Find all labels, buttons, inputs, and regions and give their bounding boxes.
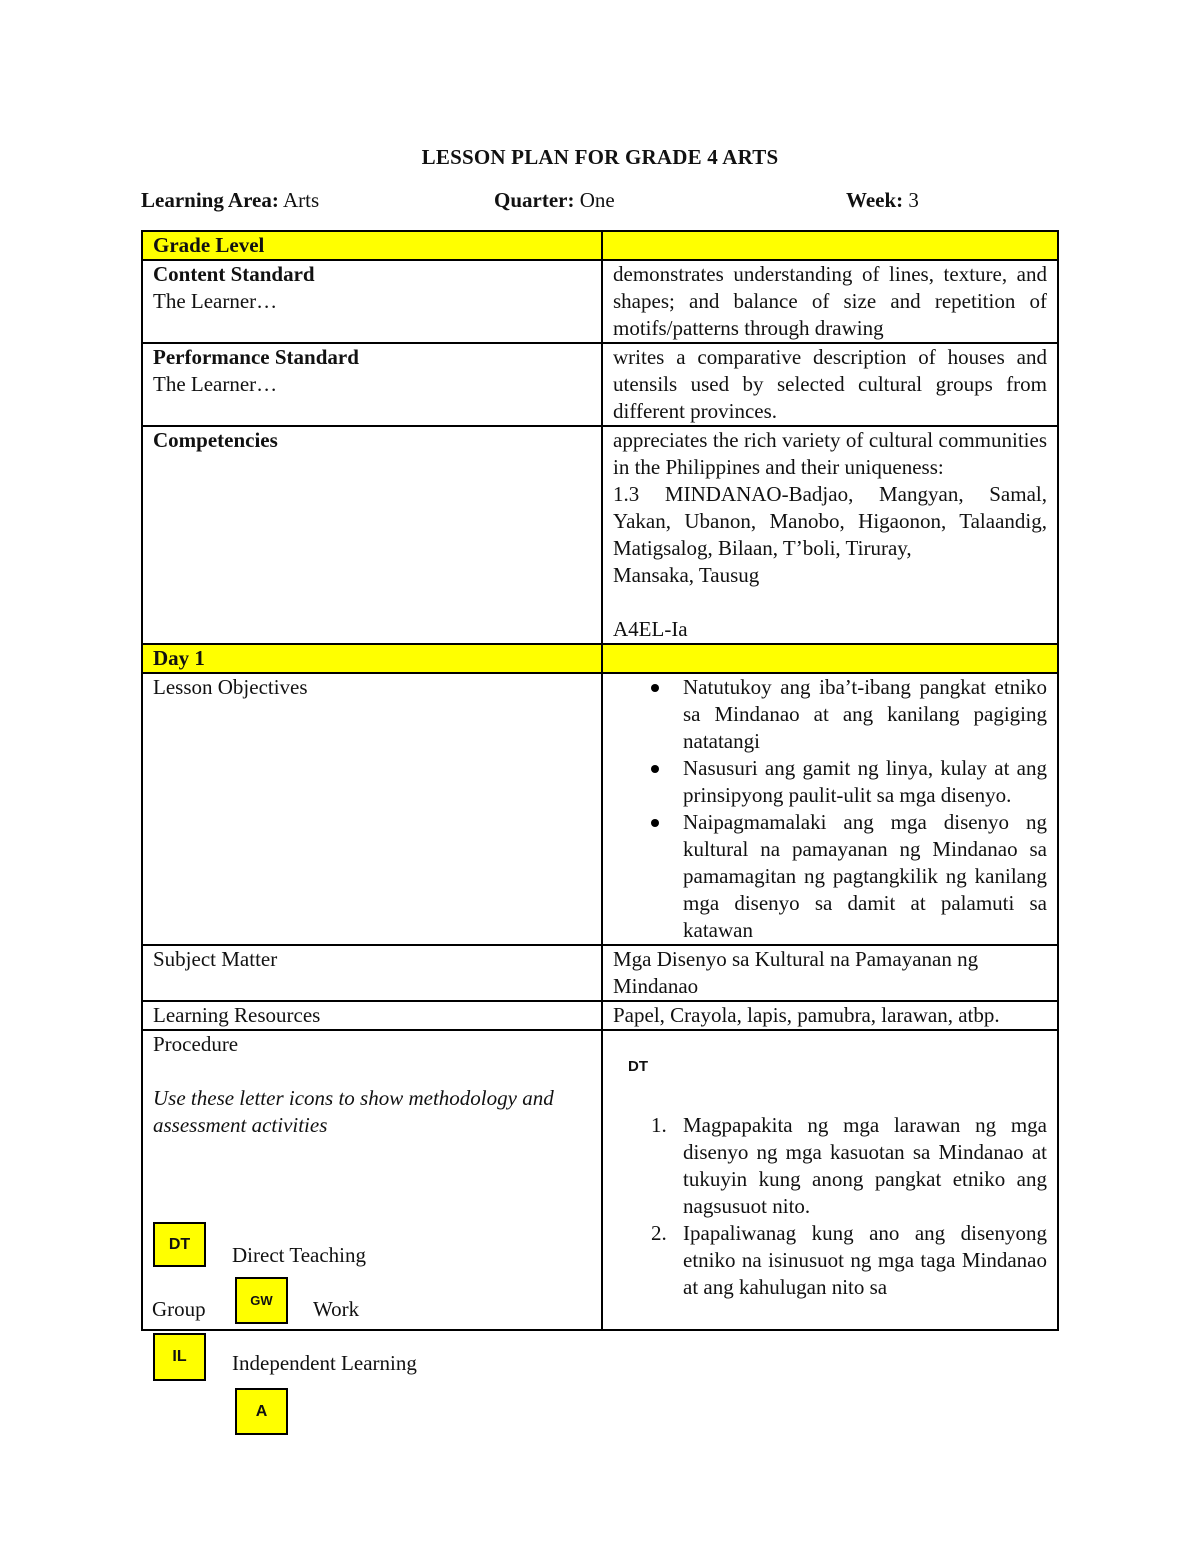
dt-icon: DT <box>153 1222 206 1267</box>
day1-row <box>142 644 1058 673</box>
grade-level-label: Grade Level <box>142 231 602 260</box>
performance-standard-row <box>142 343 1058 426</box>
step-number: 1. <box>651 1113 667 1137</box>
learning-area-value: Arts <box>282 188 320 212</box>
learning-resources-row <box>142 1001 1058 1030</box>
week-label: Week: <box>846 188 904 212</box>
objective-item: Naipagmamalaki ang mga disenyo ng kultural na pamayanan ng Mindanao sa pamamagitan ng pagtangkilik ng kanilang mga disenyo sa damit at palamuti sa katawan <box>683 810 1047 942</box>
il-icon: IL <box>153 1333 206 1381</box>
gw-icon: GW <box>235 1277 288 1324</box>
dt-legend-text: Direct Teaching <box>232 1243 366 1267</box>
week-value: 3 <box>908 188 919 212</box>
step-text: Ipapaliwanag kung ano ang disenyong etniko na isinusuot ng mga taga Mindanao at ang kahulugan nito sa <box>683 1221 1047 1299</box>
dt-tag: DT <box>628 1058 648 1075</box>
quarter <box>494 188 615 213</box>
quarter-value: One <box>579 188 615 212</box>
step-text: Magpapakita ng mga larawan ng mga disenyo ng mga kasuotan sa Mindanao at tukuyin kung anong pangkat etniko ang nagsusuot nito. <box>683 1113 1047 1218</box>
objective-item: Nasusuri ang gamit ng linya, kulay at ang prinsipyong paulit-ulit sa mga disenyo. <box>683 756 1047 807</box>
procedure-value <box>602 1030 1058 1330</box>
procedure-step <box>651 1220 1047 1301</box>
procedure-label: Procedure <box>153 1032 239 1056</box>
day1-value <box>602 644 1058 673</box>
performance-standard-label: Performance Standard <box>153 345 359 369</box>
performance-standard-cell <box>142 343 602 426</box>
objective-item: Natutukoy ang iba’t-ibang pangkat etniko sa Mindanao at ang kanilang pagiging natatangi <box>683 675 1047 753</box>
performance-standard-sub: The Learner… <box>153 372 278 396</box>
day1-label: Day 1 <box>142 644 602 673</box>
grade-level-row <box>142 231 1058 260</box>
competencies-value <box>602 426 1058 644</box>
lesson-plan-table <box>141 230 1059 1331</box>
content-standard-label: Content Standard <box>153 262 315 286</box>
competencies-line2: 1.3 MINDANAO-Badjao, Mangyan, Samal, Yakan, Ubanon, Manobo, Higaonon, Talaandig, Matigsalog, Bilaan, T’boli, Tiruray, <box>613 482 1047 560</box>
competencies-row <box>142 426 1058 644</box>
subject-matter-value: Mga Disenyo sa Kultural na Pamayanan ng Mindanao <box>602 945 1058 1001</box>
procedure-step <box>651 1112 1047 1220</box>
learning-area-label: Learning Area: <box>141 188 279 212</box>
gw-legend-text-right: Work <box>313 1297 360 1321</box>
content-standard-sub: The Learner… <box>153 289 278 313</box>
lesson-objectives-label: Lesson Objectives <box>142 673 602 945</box>
lesson-objectives-row <box>142 673 1058 945</box>
subject-matter-label: Subject Matter <box>142 945 602 1001</box>
content-standard-cell <box>142 260 602 343</box>
performance-standard-value: writes a comparative description of houses and utensils used by selected cultural groups from different provinces. <box>602 343 1058 426</box>
learning-resources-value: Papel, Crayola, lapis, pamubra, larawan, atbp. <box>602 1001 1058 1030</box>
week <box>846 188 919 213</box>
grade-level-value <box>602 231 1058 260</box>
procedure-instruction: Use these letter icons to show methodology and assessment activities <box>153 1086 554 1137</box>
page-title: LESSON PLAN FOR GRADE 4 ARTS <box>421 145 779 169</box>
gw-legend-text-left: Group <box>152 1297 206 1321</box>
competencies-line1: appreciates the rich variety of cultural communities in the Philippines and their uniqueness: <box>613 428 1047 479</box>
subject-matter-row <box>142 945 1058 1001</box>
lesson-objectives-value <box>602 673 1058 945</box>
quarter-label: Quarter: <box>494 188 575 212</box>
procedure-cell <box>142 1030 602 1330</box>
content-standard-value: demonstrates understanding of lines, texture, and shapes; and balance of size and repetition of motifs/patterns through drawing <box>602 260 1058 343</box>
objectives-list <box>613 674 1047 944</box>
procedure-steps <box>613 1112 1047 1301</box>
il-legend-text: Independent Learning <box>232 1351 417 1375</box>
competencies-line3: Mansaka, Tausug <box>613 563 760 587</box>
content-standard-row <box>142 260 1058 343</box>
step-number: 2. <box>651 1221 667 1245</box>
competencies-label: Competencies <box>142 426 602 644</box>
learning-area <box>141 188 319 213</box>
competencies-code: A4EL-Ia <box>613 617 688 641</box>
a-icon: A <box>235 1388 288 1435</box>
learning-resources-label: Learning Resources <box>142 1001 602 1030</box>
